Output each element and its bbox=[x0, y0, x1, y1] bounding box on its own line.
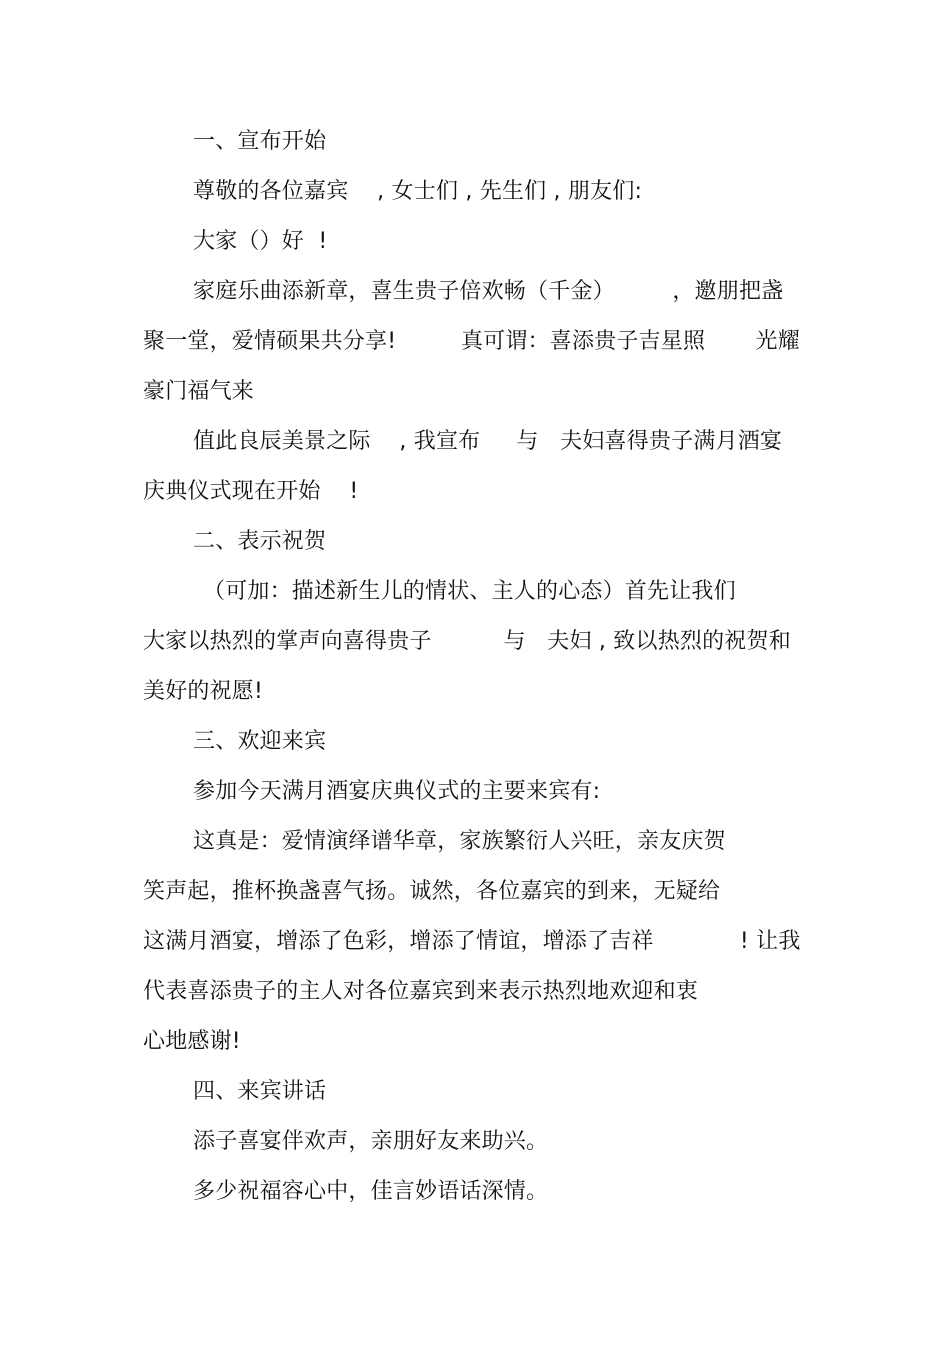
paragraph-line: 多少祝福容心中，佳言妙语话深情。 bbox=[193, 1179, 549, 1204]
paragraph-line: 美好的祝愿! bbox=[143, 679, 264, 704]
paragraph-line: 豪门福气来 bbox=[143, 379, 255, 404]
paragraph-line: 家庭乐曲添新章，喜生贵子倍欢畅（千金） ，邀朋把盏 bbox=[193, 279, 784, 304]
section-heading-2: 二、表示祝贺 bbox=[193, 529, 327, 554]
paragraph-line: 大家以热烈的掌声向喜得贵子 与 夫妇 , 致以热烈的祝贺和 bbox=[143, 629, 791, 654]
section-heading-1: 一、宣布开始 bbox=[193, 129, 327, 154]
greeting-line: 尊敬的各位嘉宾 , 女士们 , 先生们 , 朋友们: bbox=[193, 179, 643, 204]
paragraph-line: 值此良辰美景之际 , 我宣布 与 夫妇喜得贵子满月酒宴 bbox=[193, 429, 783, 454]
section-heading-4: 四、来宾讲话 bbox=[193, 1079, 327, 1104]
paragraph-line: 这真是：爱情演绎谱华章，家族繁衍人兴旺，亲友庆贺 bbox=[193, 829, 726, 854]
paragraph-line: 参加今天满月酒宴庆典仪式的主要来宾有: bbox=[193, 779, 601, 804]
paragraph-line: 添子喜宴伴欢声，亲朋好友来助兴。 bbox=[193, 1129, 549, 1154]
paragraph-line: 笑声起，推杯换盏喜气扬。诚然，各位嘉宾的到来，无疑给 bbox=[143, 879, 721, 904]
paragraph-line: 聚一堂，爱情硕果共分享! 真可谓：喜添贵子吉星照 光耀 bbox=[143, 329, 800, 354]
paragraph-line: （可加：描述新生儿的情状、主人的心态）首先让我们 bbox=[203, 579, 736, 604]
paragraph-line: 这满月酒宴，增添了色彩，增添了情谊，增添了吉祥 ! 让我 bbox=[143, 929, 801, 954]
paragraph-line: 心地感谢! bbox=[143, 1029, 241, 1054]
hello-line: 大家（）好 ! bbox=[193, 229, 328, 254]
section-heading-3: 三、欢迎来宾 bbox=[193, 729, 327, 754]
paragraph-line: 庆典仪式现在开始 ! bbox=[143, 479, 359, 504]
paragraph-line: 代表喜添贵子的主人对各位嘉宾到来表示热烈地欢迎和衷 bbox=[143, 979, 699, 1004]
